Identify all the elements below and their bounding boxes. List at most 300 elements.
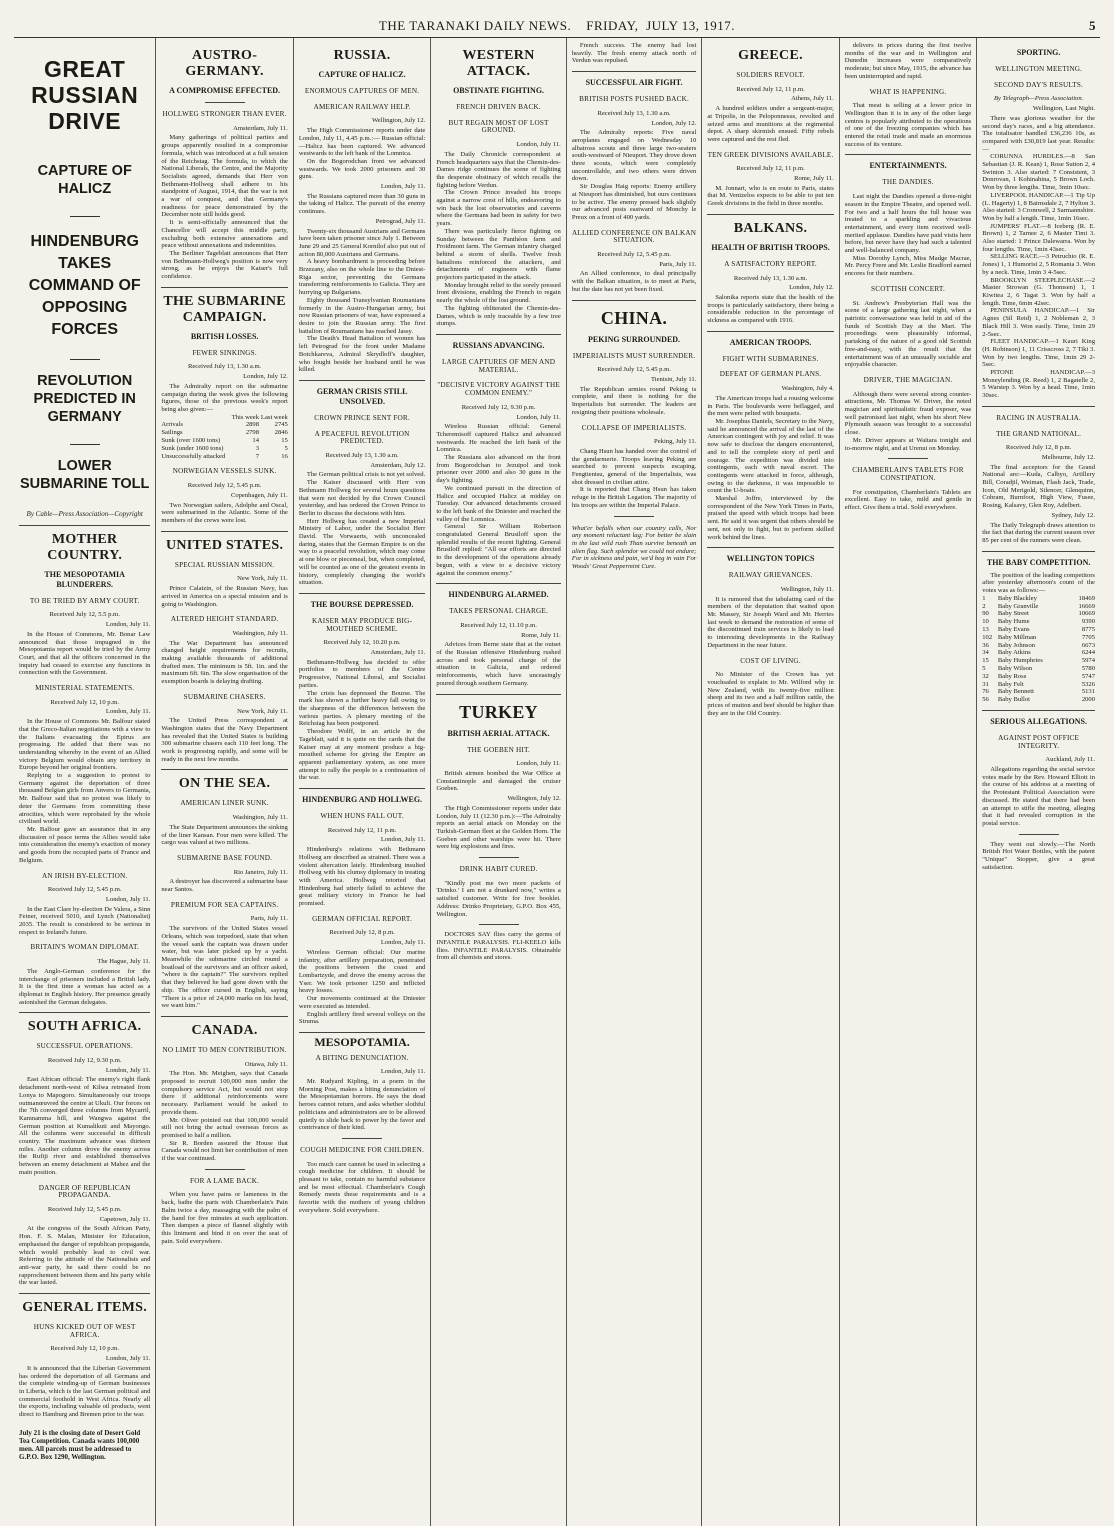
dateline: Received July 12, 8 p.m. (329, 929, 395, 937)
article-paragraph: Many gatherings of political parties and groups apparently resulted in a compromise formula, which was introduced at a full session of the Reichstag. The formula, to which the National Liberals, the Centre, and the Majority Socialists agreed, demands that Herr von Bethmann-Hollweg shall adhere to his standpoint of August, 1914, that the war is not a war of conquest, and that Germany's readiness for peace demonstrated by the December note still holds good. (161, 134, 288, 219)
article-paragraph: Mr. Josephus Daniels, Secretary to the Navy, said he announced the arrival of the last of the American contingent with joy and relief. It was now safe to disclose the dangers encountered, and to tell the complete story of peril and courage. The expedition was divided into contingents, each with naval escort. The contingents were attacked in force, although, owing to the darkness, it was impossible to count the U-boats. (707, 417, 834, 495)
table-cell: 10 (982, 618, 989, 626)
divider (19, 1293, 150, 1294)
sub-heading: HOLLWEG STRONGER THAN EVER. (162, 110, 287, 118)
advert-paragraph: They went out slowly.—The North British Hot Water Bottles, with the patent "Unique" Stopper, give a great satisfaction. (982, 840, 1095, 871)
article-paragraph: There was glorious weather for the second day's races, and a big attendance. The totalisator handled £36,236 10s, as compared with £30,819 last year. Results:— (982, 114, 1095, 153)
sub-heading: SECOND DAY'S RESULTS. (994, 80, 1084, 89)
dateline: Received July 12, 5.45 p.m. (597, 251, 671, 259)
sub-heading: COLLAPSE OF IMPERIALISTS. (581, 423, 687, 432)
place-line: Ottawa, July 11. (244, 1060, 288, 1068)
dateline: Received July 12, 5.45 p.m. (47, 886, 122, 894)
article-paragraph: The Admiralty reports: Five naval aeroplanes engaged on Wednesday 10 albatross scouts and three large two-seaters south-westward of Nieuport. They drove down three scouts, which were completely uncontrollable, and two others were driven down. (571, 129, 697, 183)
table-cell: Last week (260, 413, 288, 421)
table-cell: 2745 (274, 421, 288, 429)
place-line: Wellington, Last Night. (1032, 105, 1095, 113)
article-paragraph: In the House of Commons Mr. Balfour stated that the Greco-Italian negotiations with a view to the Italians evacuating the Epirus are progressing. He added that there was no understanding whereby in the event of an Allied victory Belgium would obtain any territory in Europe beyond her original frontiers. (19, 718, 151, 772)
place-line: Wellington, July 12. (507, 795, 561, 803)
article-paragraph: It is semi-officially announced that the Chancellor will accept this middle party, excluding both extensive annexations and peace without annexations and indemnities. (161, 219, 288, 250)
place-line: Tientsin, July 11. (651, 375, 697, 383)
article-paragraph: Chang Hsun has handed over the control of the gendarmerie. Troops leaving Peking are searched to prevent suspects escaping. Fengtientsu, general of the Imperialists, was shot dressed in civilian attire. (571, 447, 697, 486)
table-cell: 56 (982, 696, 989, 704)
article-paragraph: M. Jonnart, who is en route to Paris, states that M. Venizelos expects to be able to put ten Greek divisions in the field in three months. (707, 184, 834, 208)
section-heading: MESOPOTAMIA. (314, 1034, 410, 1049)
article-paragraph: The American troops had a rousing welcome in Paris. The boulevards were beflagged, and the men were pelted with bouquets. (707, 394, 834, 418)
article-paragraph: The Death's Head Battalion of women has left Petrograd for the front under Madame Botchkareva, Admiral Skrydloff's daughter, who fought beside her husband until he was killed. (298, 335, 426, 374)
article-paragraph: The High Commissioner reports under date London, July 11 (12.30 p.m.):—The Admiralty reports an aerial attack on Monday on the Turkish-German fleet at the Golden Horn. The Goeben and other warships were hit. There were big explosions and fires. (436, 804, 561, 851)
sub-heading: BUT REGAIN MOST OF LOST GROUND. (448, 118, 549, 135)
article-paragraph: In the East Clare by-election De Valera, a Sinn Feiner, received 5010, and Lynch (Nationalist) 2035. The result is considered to be serious in respect to Ireland's future. (19, 905, 151, 936)
masthead-day: FRIDAY, (586, 18, 639, 33)
table-cell: Baby Felt (997, 680, 1024, 688)
advert-paragraph: When you have pains or lameness in the back, bathe the parts with Chamberlain's Pain Balm twice a day, massaging with the palm of the hand for five minutes at each application. Then dampen a piece of flannel slightly with this liniment and bind it on over the seat of pain. Sold everywhere. (161, 1191, 288, 1245)
press-credit: By Cable—Press Association—Copyright (26, 510, 143, 518)
divider (707, 331, 833, 332)
article-paragraph: The Anglo-German conference for the interchange of prisoners included a British lady. It is the first time a woman has acted as a diplomat in English history. Her presence greatly astonished the German delegates. (19, 967, 151, 1006)
divider (845, 154, 971, 155)
table-cell: 2846 (274, 429, 288, 437)
sub-heading: CAPTURE OF HALICZ. (318, 70, 406, 79)
article-paragraph: East African official: The enemy's right flank detachment north-west of Kilwa retreated from Lonya to Mapogoro. Simultaneously our troops outmanœuvred the centre at Ukuli. Our forces on the 7th converged three columns from Mycarril, Kamnamma hill, and Wangwa against the German position at Kumalikuti and Mayongo. All the columns were successful in difficult country. The maximum advance was thirteen miles. Another column drove the enemy across the Rufiji river and established themselves between an enemy detachment at Mahez and the main position. (19, 1076, 151, 1176)
section-heading: GREECE. (738, 48, 803, 63)
table-row (982, 610, 1095, 618)
dateline: Received July 12, 5.45 p.m. (187, 482, 262, 490)
place-line: London, July 11. (105, 708, 151, 716)
sub-heading: A COMPROMISE EFFECTED. (169, 86, 281, 95)
sub-heading: TO BE TRIED BY ARMY COURT. (29, 596, 140, 605)
table-row (161, 414, 287, 422)
place-line: Copenhagen, July 11. (230, 491, 288, 499)
place-line: London, July 11. (105, 1355, 151, 1363)
dateline: Received July 13, 1.30 a.m. (325, 452, 399, 460)
article-paragraph: The Daily Chronicle correspondent at French headquarters says that the Chemin-des-Dames ridge continues the scene of fighting the desperate obstinacy of which recalls the fighting before Verdun. (436, 150, 561, 189)
column-8 (977, 38, 1100, 1526)
table-cell: 102 (982, 633, 993, 641)
article-paragraph: Wireless Russian official: General Tcheremisoff captured Halicz and advanced westwards. He reached the left bank of the Lomnica. (436, 423, 561, 454)
table-cell: Baby Millman (997, 633, 1037, 641)
dateline: Received July 12, 11.10 p.m. (460, 621, 537, 629)
race-result: CORUNNA HURDLES.—8 San Sebastian (J. R. Kean) 1, Rose Sutton 2, 4 Swinton 3. Also started: 7 Consistent, 3 Donrovan, 1 Kohinahina, 5 Brown Loch. Won by three lengths. Time, 3min 10sec. (982, 153, 1095, 192)
place-line: London, July 11. (105, 895, 151, 903)
advert-paragraph: "Kindly post me two more packets of 'Drinko.' I am not a drunkard now," writes a satisfied customer. Write for free booklet. Address: Drinko Proprietary, G.P.O. Box 455, Wellington. (436, 879, 561, 918)
article-paragraph: Sir Douglas Haig reports: Enemy artillery at Nieuport has diminished, but ours continues to be active. The enemy pressed back slightly our advanced posts eastward of Monchy le Preux on a front of 400 yards. (571, 183, 697, 221)
table-row (982, 681, 1095, 689)
table-cell: 16 (281, 452, 288, 460)
sub-heading: HUNS KICKED OUT OF WEST AFRICA. (33, 1323, 136, 1339)
article-paragraph: The High Commissioner reports under date London, July 11, 4.45 p.m.:— Russian official:—Halicz has been captured. We advanced westwards to the left bank of the Lomnica. (298, 127, 426, 158)
table-cell: Baby Granville (997, 602, 1039, 610)
place-line: New York, July 11. (237, 575, 288, 583)
table-row (982, 595, 1095, 603)
place-line: Petrograd, July 11. (375, 217, 426, 225)
sub-heading: SPECIAL RUSSIAN MISSION. (174, 560, 275, 569)
place-line: London, July 11. (380, 1068, 426, 1076)
article-paragraph: Monday brought relief to the sorely pressed front divisions, enabling the French to regain nearly the whole of the lost ground. (436, 281, 561, 305)
table-cell: 34 (982, 649, 989, 657)
article-paragraph: Mr. Oliver pointed out that 100,000 would still not bring the actual overseas forces as promised to half a million. (161, 1116, 288, 1139)
table-cell: 90 (982, 610, 989, 618)
table-cell: 9390 (1081, 618, 1095, 626)
sub-heading: ENORMOUS CAPTURES OF MEN. (304, 87, 420, 95)
place-line: New York, July 11. (237, 707, 288, 715)
baby-competition-table (982, 595, 1095, 704)
article-paragraph: The survivors of the United States vessel Orleans, which was torpedoed, state that when the vessel sank the captain was drawn under water, but was later picked up by a yacht. Meanwhile the submarine circled round a boatload of the survivors and an officer asked, "where is the captain?" The survivors replied that they believed he had gone down with the ship. The officer cursed in English, saying "There is a price of 24,000 marks on his head, we want him." (161, 925, 288, 1010)
column-7 (840, 38, 977, 1526)
table-cell: This week (231, 413, 259, 421)
sub-heading: RACING IN AUSTRALIA. (996, 413, 1082, 422)
masthead-date: JULY 13, 1917. (646, 18, 736, 33)
sub-heading: DRIVER, THE MAGICIAN. (863, 375, 953, 384)
sub-heading: ENTERTAINMENTS. (869, 161, 947, 171)
article-paragraph: Allegations regarding the social service votes made by the Rev. Howard Elliott in the course of his address at a meeting of the Protestant Political Association were discussed. He stated that there had been an attempt to stifle the meeting, alleging that it had revealed corruption in the postal service. (982, 766, 1095, 827)
table-row (982, 665, 1095, 673)
divider (707, 547, 833, 548)
article-paragraph: French success. The enemy had lost heavily. The fresh enemy attack north of Verdun was repulsed. (571, 42, 697, 65)
column-4 (431, 38, 567, 1526)
section-heading: MOTHER COUNTRY. (47, 531, 123, 563)
article-paragraph: delivers in prices during the first twelve months of the war and in Wellington and Dunedin increases were comparatively moderate; but since May, 1915, the advance has been uninterrupted and rapid. (844, 42, 972, 80)
table-cell: Baby Evans (997, 625, 1030, 633)
sub-heading: AMERICAN LINER SUNK. (180, 799, 269, 808)
dateline: Received July 12, 5.45 p.m. (597, 366, 671, 374)
dateline: Received July 13, 1.30 a.m. (597, 109, 671, 117)
article-paragraph: Salonika reports state that the health of the troops is particularly satisfactory, there being a considerable reduction in the percentage of sickness as compared with 1916. (707, 293, 834, 325)
section-heading: THE SUBMARINE CAMPAIGN. (163, 293, 286, 325)
place-line: London, July 11. (516, 760, 561, 768)
table-cell: 5 (284, 444, 288, 452)
table-cell: 5974 (1081, 657, 1095, 665)
competition-notice: July 21 is the closing date of Desert Gold Tea Competition. Canada wants 100,000 men. All parcels must be addressed to G.P.O. Box 1290, Wellington. (19, 1428, 141, 1461)
section-heading: RUSSIA. (333, 48, 391, 63)
place-line: Washington, July 4. (781, 385, 834, 393)
sub-heading: FRENCH DRIVEN BACK. (456, 103, 541, 111)
sub-heading: KAISER MAY PRODUCE BIG-MOUTHED SCHEME. (312, 616, 413, 633)
place-line: Wellington, July 11. (780, 585, 834, 593)
place-line: Amsterdam, July 11. (233, 124, 288, 132)
article-paragraph: Eighty thousand Transylvanian Roumanians formerly in the Austro-Hungarian army, but now Russian prisoners of war, have expressed a desire to join the Russian army. The first battalion of Roumanians has reached Jassy. (298, 296, 426, 335)
advert-heading: DRINK HABIT CURED. (459, 865, 538, 874)
place-line: London, July 11. (380, 183, 426, 191)
sub-heading: OBSTINATE FIGHTING. (453, 86, 545, 95)
sub-heading: RUSSIANS ADVANCING. (452, 340, 545, 350)
article-paragraph: The crisis has depressed the Bourse. The mark has shown a further heavy fall owing to the sharpness of the differences between the various parties. A plenary meeting of the Reichstag has been postponed. (298, 689, 426, 728)
divider (161, 287, 287, 288)
article-paragraph: On the Bogorodchan front we advanced westwards. We took 2000 prisoners and 30 guns. (298, 157, 426, 181)
article-paragraph: The position of the leading competitors after yesterday afternoon's count of the votes was as follows:— (982, 571, 1095, 595)
place-line: Auckland, July 11. (1045, 756, 1095, 764)
divider (70, 444, 100, 445)
divider (342, 1138, 382, 1139)
dateline: Received July 12, 11 p.m. (736, 85, 805, 93)
advert-heading: COUGH MEDICINE FOR CHILDREN. (300, 1145, 424, 1154)
article-paragraph: Replying to a suggestion to protest to Germany against the deportation of three thousand Belgian girls from Anvers to Germania, Mr. Balfour said that no protest was likely to deter the Germans from committing these atrocities, which were reprobated by the whole civilised world. (19, 772, 151, 826)
divider (19, 525, 150, 526)
article-paragraph: A heavy bombardment is proceeding before Brzezany, also on the whole line to the Dniest-Riga sector, preventing the Germans transferring reinforcements to Galicia. They are hurrying up Bulgarians. (298, 258, 426, 297)
sub-heading: SCOTTISH CONCERT. (871, 284, 945, 293)
sub-heading: AN IRISH BY-ELECTION. (41, 871, 128, 880)
table-row (161, 421, 287, 429)
sub-heading: WELLINGTON TOPICS (726, 554, 815, 564)
sub-heading: BRITISH AERIAL ATTACK. (447, 728, 550, 738)
table-cell: Sailings (161, 429, 183, 437)
table-cell: Baby Street (997, 610, 1029, 618)
place-line: Peking, July 11. (654, 438, 697, 446)
sub-heading: A BITING DENUNCIATION. (315, 1053, 409, 1062)
sub-heading: NORWEGIAN VESSELS SUNK. (172, 467, 277, 476)
sub-heading: "DECISIVE VICTORY AGAINST THE COMMON ENEMY." (437, 381, 560, 398)
divider (888, 458, 928, 459)
place-line: Wellington, July 12. (371, 117, 426, 125)
dateline: Received July 12, 9.30 p.m. (461, 403, 536, 411)
column-3 (294, 38, 431, 1526)
divider (436, 583, 561, 584)
sub-heading: MINISTERIAL STATEMENTS. (35, 684, 135, 693)
divider (299, 593, 425, 594)
divider (982, 710, 1095, 711)
place-line: London, July 11. (380, 836, 426, 844)
table-cell: 5 (982, 664, 986, 672)
sub-heading: SUBMARINE BASE FOUND. (177, 853, 273, 862)
table-cell: 7705 (1081, 633, 1095, 641)
article-paragraph: The Hon. Mr. Meighen, says that Canada proposed to recruit 100,000 men under the compulsory service Act, but would not stop there if additional reinforcements were necessary. Parliament would be asked to provide them. (161, 1070, 288, 1116)
sub-heading: FEWER SINKINGS. (192, 348, 257, 357)
divider (161, 531, 287, 532)
table-cell: 7 (255, 452, 259, 460)
table-cell: 6244 (1081, 649, 1095, 657)
table-row (161, 445, 287, 453)
article-paragraph: The Crown Prince invaded his troops against a narrow crest of hills, endeavoring to win back the lost observatories and caverns where the Germans had been in safety for two years. (436, 189, 561, 228)
article-paragraph: We continued pursuit in the direction of Halicz and occupied Halicz at midday on Tuesday. Our advanced detachments crossed to the left bank of the Dniester and reached the valley of the Lomnica. (436, 484, 561, 523)
article-paragraph: The German political crisis is not yet solved. (306, 471, 426, 479)
sub-heading: HINDENBURG AND HOLLWEG. (302, 795, 423, 805)
advert-heading: FOR A LAME BACK. (190, 1176, 260, 1185)
table-cell: 10669 (1078, 610, 1095, 618)
table-cell: 1 (982, 594, 986, 602)
dateline: Received July 12, 5.45 p.m. (47, 1206, 122, 1213)
place-line: Amsterdam, July 11. (370, 649, 426, 657)
place-line: London, July 12. (789, 284, 834, 292)
table-cell: Sunk (over 1600 tons) (161, 437, 221, 445)
place-line: Melbourne, July 12. (1041, 453, 1095, 461)
dateline: Received July 12, 8 p.m. (1005, 444, 1072, 452)
article-paragraph: The War Department has announced changed height requirements for recruits, making available thousands of additional drafted men. The minimum is 5ft. 1in. and the maximum 6ft. 6in. The slow organisation of the exemption boards is delaying drafting. (161, 639, 288, 686)
table-cell: Baby Johnson (997, 641, 1036, 649)
divider (436, 334, 561, 335)
sub-heading: SUCCESSFUL AIR FIGHT. (585, 78, 683, 88)
table-cell: 2000 (1081, 696, 1095, 704)
table-cell: Arrivals (161, 421, 183, 429)
divider (161, 769, 287, 770)
sub-heading: NO LIMIT TO MEN CONTRIBUTION. (162, 1045, 287, 1054)
section-heading: ON THE SEA. (178, 776, 271, 792)
dateline: Received July 12, 5.5 p.m. (49, 611, 120, 619)
sub-heading: THE DANDIES. (882, 178, 934, 187)
shipping-table (161, 414, 287, 461)
place-line: Capetown, July 11. (99, 1215, 151, 1223)
article-paragraph: In the House of Commons, Mr. Bonar Law announced that those impugned in the Mesopotamia report would be tried by the Army Court, and that all the officers concerned in the inquiry had ceased to exercise any functions in connection with the Government. (19, 630, 151, 677)
advert-paragraph: Too much care cannot be used in selecting a cough medicine for children. It should be pleasant to take, contain no harmful substance and be most effectual. Chamberlain's Cough Remedy meets these requirements and is a favorite with the mothers of young children everywhere. Sold everywhere. (298, 1160, 426, 1214)
table-cell: 16669 (1078, 602, 1095, 610)
sub-heading: AMERICAN RAILWAY HELP. (313, 102, 411, 111)
sub-heading: DANGER OF REPUBLICAN PROPAGANDA. (38, 1183, 131, 1200)
divider (205, 1169, 245, 1170)
race-result: SELLING RACE.—3 Petruchio (R. E. Jones) 1, 1 Humorist 2, 5 Romania 3. Won by a neck. Time, 1min 3 4-5sec. (982, 253, 1095, 276)
divider (707, 214, 833, 215)
sub-heading: SPORTING. (1016, 48, 1061, 57)
article-paragraph: The Admiralty report on the submarine campaign during the week gives the following figures, those of the previous week's report being also given:— (161, 382, 288, 413)
article-paragraph: Mr. Driver appears at Waitara tonight and to-morrow night, and at Urenui on Monday. (844, 436, 972, 452)
sub-heading: THE GOEBEN HIT. (467, 745, 531, 754)
table-row (982, 696, 1095, 704)
table-cell: 5747 (1081, 672, 1095, 680)
masthead (14, 0, 1100, 38)
article-paragraph: The final acceptors for the Grand National are:—Kuda, Calbyo, Artillery Bill, Coradjil, Weiman, Flash Jack, Trade, Icon, Old Merigold, Silencer, Glenquinn, Cobram, Burnfoot, High View, Fusee, Rosing, Kalsavy, Glen Roy, Adelbert. (982, 463, 1095, 510)
race-result: LIVERPOOL HANDICAP.—1 Tip Up (L. Hagerty) 1, 8 Bairnsdale 2, 7 Hylton 3. Also started: 3 Cromwell, 2 Sarmannshire. Won by half a length. Time, 1min 16sec. (982, 191, 1095, 222)
article-paragraph: The Daily Telegraph draws attention to the fact that during the current season over 85 per cent of the runners were clean. (982, 521, 1095, 544)
race-result: PITONE HANDICAP.—3 Moneylending (R. Reed) 1, 2 Bagatelle 2, 5 Warstep 3. Won by a head. Time, 1min 30sec. (982, 369, 1095, 400)
place-line: Sydney, July 12. (1051, 511, 1095, 519)
sub-heading: FIGHT WITH SUBMARINES. (722, 354, 819, 363)
table-cell: 36 (982, 641, 989, 649)
section-heading: UNITED STATES. (165, 537, 284, 553)
table-cell: Unsuccessfully attacked (161, 452, 226, 460)
article-paragraph: It is reported that Chang Hsun has taken refuge in the British Legation. The majority of his troops are within the Imperial Palace. (571, 486, 697, 509)
sub-heading: HEALTH OF BRITISH TROOPS. (711, 242, 830, 252)
sub-heading: RAILWAY GRIEVANCES. (728, 571, 813, 580)
dateline: Received July 12, 10.20 p.m. (323, 639, 401, 647)
press-credit: By Telegraph—Press Association. (993, 95, 1084, 103)
place-line: London, July 12. (651, 119, 697, 127)
table-row (982, 642, 1095, 650)
table-cell: 2898 (245, 421, 259, 429)
dateline: Received July 12, 11 p.m. (736, 165, 805, 173)
place-line: Washington, July 11. (232, 629, 288, 637)
section-heading: CHINA. (600, 307, 668, 328)
place-line: Rio Janeiro, July 11. (233, 868, 288, 876)
sub-heading: PREMIUM FOR SEA CAPTAINS. (170, 900, 279, 909)
table-cell: Baby Bennett (997, 688, 1034, 696)
dateline: Received July 13, 1.30 a.m. (187, 363, 262, 371)
sub-heading: LARGE CAPTURES OF MEN AND MATERIAL. (441, 357, 556, 374)
divider (70, 359, 100, 360)
place-line: Athens, July 11. (791, 95, 834, 103)
column-2 (156, 38, 293, 1526)
table-cell: 15 (982, 657, 989, 665)
dateline: Received July 12, 9.30 p.m. (47, 1057, 122, 1065)
table-row (982, 603, 1095, 611)
divider (19, 1012, 150, 1013)
table-row (982, 634, 1095, 642)
headline-halicz: CAPTURE OF HALICZ (37, 163, 132, 197)
table-cell: 5780 (1081, 664, 1095, 672)
sub-heading: BRITISH POSTS PUSHED BACK. (579, 95, 689, 104)
article-paragraph: Theodore Wolff, in an article in the Tageblatt, said it is quite on the cards that the Kaiser may at any moment produce a big-mouthed scheme for giving the Empire an apparent parliamentary system, as one more attempt to rally the people to a continuation of the war. (298, 728, 426, 782)
sub-heading: THE MESOPOTAMIA BLUNDERERS. (44, 569, 125, 589)
table-cell: Baby Ross (997, 672, 1027, 680)
place-line: Paris, July 11. (659, 260, 697, 268)
sub-heading: AGAINST POST OFFICE INTEGRITY. (998, 733, 1080, 750)
divider (299, 788, 425, 789)
sub-heading: THE GRAND NATIONAL. (996, 429, 1082, 438)
sub-heading: SOLDIERS REVOLT. (736, 71, 805, 79)
table-row (982, 649, 1095, 657)
place-line: London, July 11. (380, 939, 426, 947)
sub-heading: BRITAIN'S WOMAN DIPLOMAT. (30, 943, 140, 952)
section-heading: SOUTH AFRICA. (27, 1019, 142, 1035)
table-cell: 3 (255, 444, 259, 452)
place-line: Amsterdam, July 12. (370, 461, 426, 469)
article-paragraph: English artillery fired several volleys on the Struma. (298, 1010, 426, 1026)
table-cell: 31 (982, 680, 989, 688)
place-line: Washington, July 11. (232, 814, 288, 822)
dateline: Received July 12, 11 p.m. (327, 826, 397, 834)
main-headline: GREAT RUSSIAN DRIVE (31, 56, 139, 134)
table-row (161, 453, 287, 461)
table-cell: Baby Hume (997, 618, 1030, 626)
sub-heading: GERMAN OFFICIAL REPORT. (312, 914, 412, 923)
divider (572, 300, 697, 301)
article-paragraph: An Allied conference, to deal principally with the Balkan situation, is to meet at Paris, but the date has not yet been fixed. (571, 270, 697, 293)
race-result: PENINSULA HANDICAP.—1 Sir Agnes (Sil Reid) 1, 2 Nobleman 2, 3 Black Hill 3. Won easily. Time, 1min 29 2-5sec. (982, 307, 1095, 338)
race-result: FLEET HANDICAP.—1 Kauri King (H. Robinson) 1, 11 Crisscross 2, 7 Tiki 3. Won by two lengths. Time, 1min 29 2-5sec. (982, 338, 1095, 369)
article-paragraph: No Minister of the Crown has yet vouchsafed to explain to Mr. Wilford why in New Zealand, with its twenty-five million sheep and its two and a half million cattle, the prices of mutton and beef should be higher than they are in the Old Country. (707, 671, 834, 717)
article-paragraph: It is rumored that the tabulating card of the members of the deputation that waited upon Mr. Massey, Sir Joseph Ward and Mr. Herries last week to demand the restoration of some of the discontinued train services is likely to lead to interesting developments in the Railway Department in the near future. (707, 595, 834, 649)
table-row (982, 688, 1095, 696)
table-cell: Baby Humphries (997, 657, 1043, 665)
divider (436, 694, 561, 695)
sub-heading: GERMAN CRISIS STILL UNSOLVED. (316, 386, 408, 406)
table-cell: Baby Wilson (997, 664, 1033, 672)
section-heading: CANADA. (191, 1022, 258, 1038)
table-cell: 5326 (1081, 680, 1095, 688)
sub-heading: DEFEAT OF GERMAN PLANS. (719, 370, 822, 379)
column-1 (14, 38, 156, 1526)
advert-heading: CHAMBERLAIN'S TABLETS FOR CONSTIPATION. (852, 466, 964, 482)
sub-heading: WHEN HUNS FALL OUT. (320, 812, 404, 821)
table-cell: 14 (252, 437, 259, 445)
article-paragraph: It is announced that the Liberian Government has ordered the deportation of all Germans and the complete winding-up of German businesses in Liberia, which is the last German political and commercial foothold in West Africa. Nearly all the exports, including valuable oil products, went direct to Hamburg and Bremen prior to the war. (19, 1364, 151, 1419)
article-paragraph: That meat is selling at a lower price in Wellington than it is in any of the other large centres is popularly attributed to the operations of one of the freezing companies which has entered the retail trade and made an enormous success of its venture. (844, 102, 972, 148)
article-paragraph: The Russians captured more than 30 guns in the taking of Halicz. The pursuit of the enemy continues. (298, 192, 426, 216)
advert-paragraph: For constipation, Chamberlain's Tablets are excellent. Easy to take, mild and gentle in effect. Give them a trial. Sold everywhere. (844, 488, 972, 512)
sub-heading: CROWN PRINCE SENT FOR. (314, 413, 410, 422)
table-cell: Baby Blackley (997, 594, 1037, 602)
divider (205, 102, 245, 103)
advert-paragraph: What'er befalls when our country calls, Nor any moment reluctant lag; For better be slain in the last wild rush Than survive beneath an alien flag. Such splendor we could not endure; For in sickness and pain, we'd beg in vain For Woods' Great Peppermint Cure. (571, 524, 697, 571)
article-paragraph: The Russians also advanced on the front from Bogorodchan to Jezuipol and took prisoner over 2000 and also 30 guns in the day's fighting. (436, 454, 561, 485)
race-result: BROOKLYN STEEPLECHASE.—2 Master Strowan (G. Thomsen) 1, 1 Kiwitea 2, 6 Tagat 3. Won by half a length. Time, 6min 42sec. (982, 276, 1095, 307)
article-paragraph: British airmen bombed the War Office at Constantinople and damaged the cruiser Goeben. (436, 770, 561, 793)
place-line: Rome, July 11. (521, 631, 561, 639)
page-number: 5 (1089, 18, 1096, 33)
table-cell: 13 (982, 625, 989, 633)
divider (982, 551, 1095, 552)
table-row (161, 429, 287, 437)
column-5 (567, 38, 703, 1526)
divider (982, 406, 1095, 407)
sub-heading: WHAT IS HAPPENING. (869, 87, 947, 96)
article-paragraph: General Sir William Robertson congratulated General Brusiloff upon the splendid results of the recent fighting. General Brusiloff replied: "All our efforts are directed to the development of the operations already begun, with a view to a decisive victory against the common enemy." (436, 523, 561, 577)
place-line: Rome, July 11. (794, 175, 834, 183)
table-cell: 2 (982, 602, 986, 610)
divider (1019, 834, 1059, 835)
article-paragraph: A destroyer has discovered a submarine base near Santos. (161, 878, 288, 894)
sub-heading: SERIOUS ALLEGATIONS. (990, 716, 1088, 726)
race-result: JUMPERS' FLAT.—8 Iceberg (R. E. Brown) 1, 2 Tarnee 2, 6 Master Timi 3. Also started: 1 Prince Dalewarra. Won by four lengths. Time, 1min 43sec. (982, 222, 1095, 253)
article-paragraph: Herr Hollweg has created a new Imperial Ministry of Labor, under the Socialist Herr David. The Vorwaerts, with unconcealed daring, states that the German Empire is on the way to a peaceful revolution, which may come at one blow or piecemeal, but, when completed, will be counted as one of the greatest events in history, completely changing the world's situation. (298, 517, 426, 587)
article-paragraph: The State Department announces the sinking of the liner Kansan. Four men were killed. The cargo was valued at two millions. (161, 823, 288, 847)
table-cell: Baby Atkins (997, 649, 1031, 657)
